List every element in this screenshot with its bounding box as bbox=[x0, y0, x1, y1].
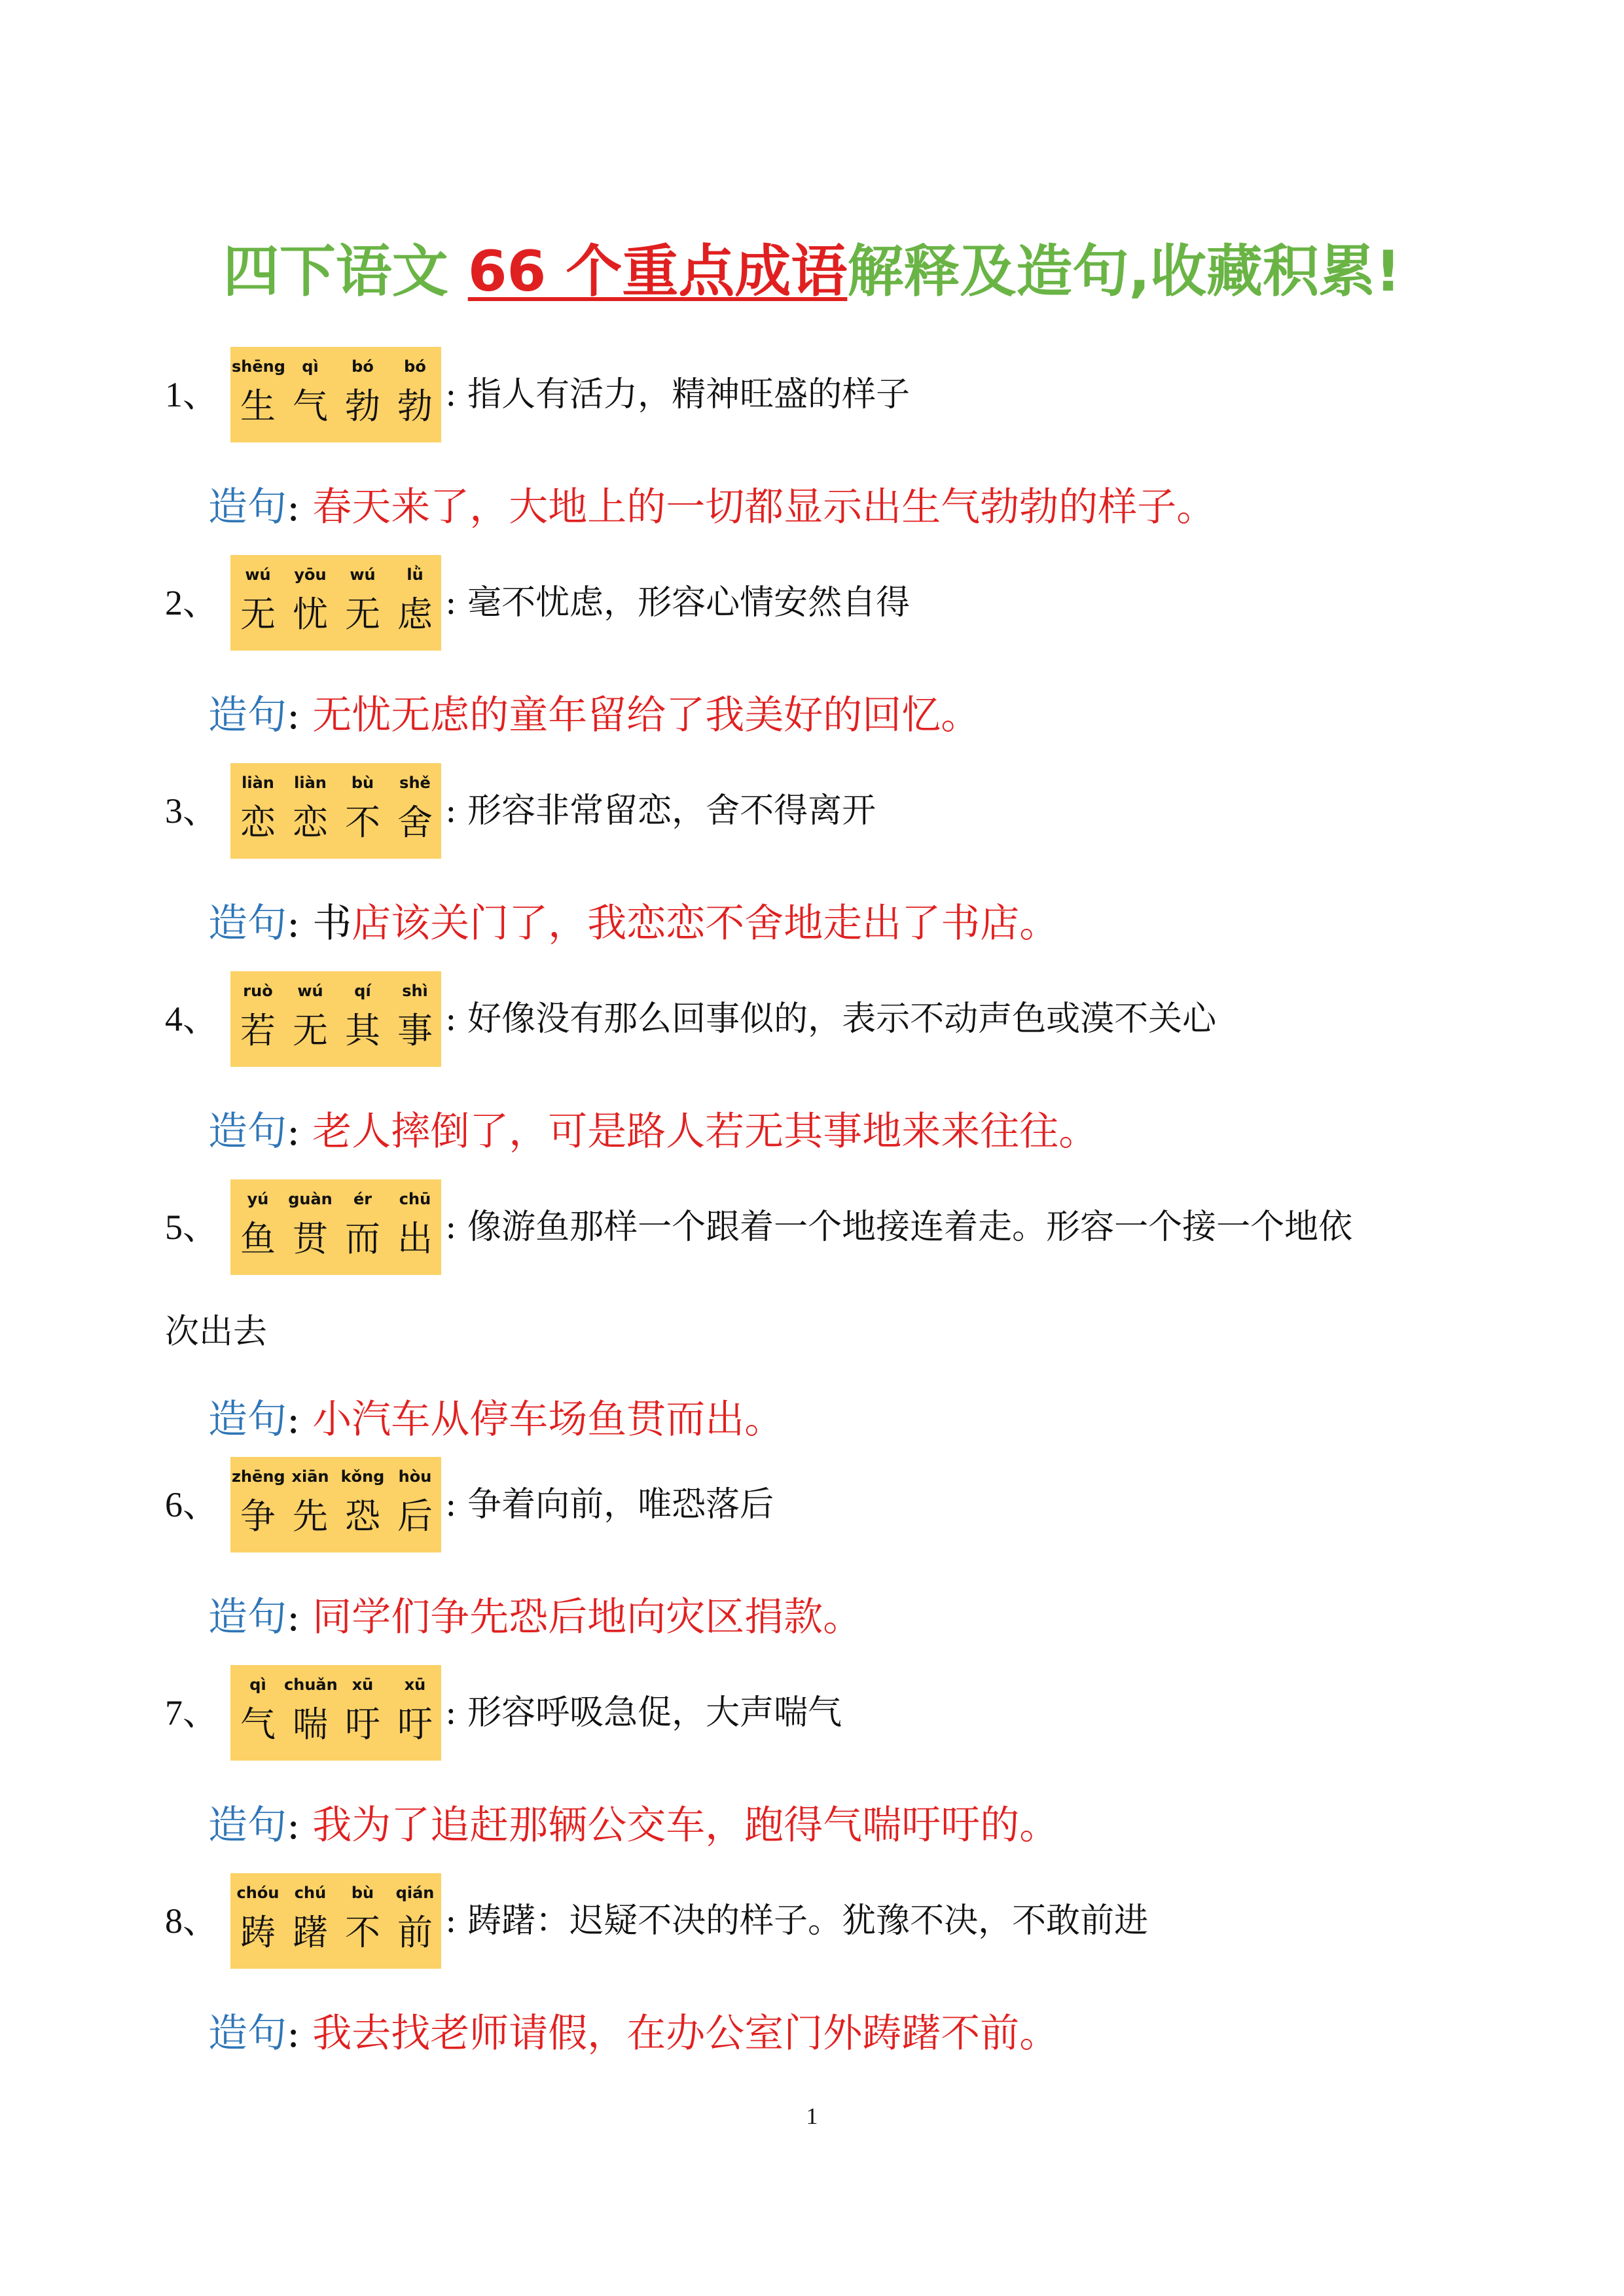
sentence-text: 我为了追赶那辆公交车，跑得气喘吁吁的。 bbox=[312, 1803, 1059, 1848]
hanzi: 无 bbox=[345, 594, 380, 635]
title-part-1: 四下语文 bbox=[223, 239, 468, 304]
pinyin: qián bbox=[395, 1884, 435, 1902]
idiom-meaning bbox=[445, 788, 876, 834]
sentence-label: 造句 bbox=[208, 1397, 287, 1443]
idiom-meaning bbox=[445, 1690, 842, 1736]
idiom-entry bbox=[165, 1179, 1474, 1275]
hanzi: 气 bbox=[293, 386, 328, 427]
pinyin: qí bbox=[354, 982, 371, 1000]
pinyin: qì bbox=[249, 1676, 266, 1694]
pinyin: guàn bbox=[288, 1190, 333, 1208]
meaning-colon: : bbox=[445, 1208, 457, 1247]
idiom-meaning bbox=[445, 996, 1216, 1042]
idiom-highlight bbox=[230, 1179, 441, 1275]
meaning-colon: : bbox=[445, 791, 457, 831]
hanzi: 恐 bbox=[345, 1496, 380, 1537]
hanzi: 勃 bbox=[397, 386, 433, 427]
hanzi: 先 bbox=[293, 1496, 328, 1537]
meaning-text: 好像没有那么回事似的，表示不动声色或漠不关心 bbox=[467, 999, 1217, 1039]
idiom-meaning bbox=[445, 580, 910, 626]
sentence-label: 造句 bbox=[208, 2011, 287, 2056]
meaning-colon: : bbox=[445, 583, 457, 622]
sentence-colon: : bbox=[287, 1594, 300, 1640]
pinyin: bó bbox=[404, 357, 426, 376]
sentence-label: 造句 bbox=[208, 1803, 287, 1848]
hanzi: 若 bbox=[240, 1010, 276, 1051]
pinyin: bù bbox=[351, 1884, 374, 1902]
pinyin: yú bbox=[247, 1190, 269, 1208]
meaning-colon: : bbox=[445, 999, 457, 1039]
meaning-text: 形容非常留恋，舍不得离开 bbox=[467, 791, 876, 831]
hanzi: 而 bbox=[345, 1218, 380, 1259]
entry-number: 2、 bbox=[165, 583, 218, 622]
pinyin: yōu bbox=[294, 565, 327, 584]
idiom-entry bbox=[165, 347, 1474, 442]
entry-number: 1、 bbox=[165, 375, 218, 414]
hanzi: 前 bbox=[397, 1912, 433, 1953]
hanzi: 躇 bbox=[293, 1912, 328, 1953]
idiom-entry bbox=[165, 1665, 1474, 1761]
pinyin: chóu bbox=[236, 1884, 280, 1902]
example-sentence bbox=[208, 689, 980, 742]
sentence-label: 造句 bbox=[208, 1109, 287, 1155]
idiom-highlight bbox=[230, 555, 441, 651]
example-sentence bbox=[208, 897, 1058, 950]
hanzi: 气 bbox=[240, 1704, 276, 1745]
example-sentence bbox=[208, 481, 1216, 533]
pinyin: liàn bbox=[242, 774, 274, 792]
example-sentence bbox=[208, 1105, 1098, 1158]
sentence-colon: : bbox=[287, 901, 300, 946]
pinyin: qì bbox=[302, 357, 319, 376]
meaning-text: 毫不忧虑，形容心情安然自得 bbox=[467, 583, 911, 622]
meaning-text: 像游鱼那样一个跟着一个地接连着走。形容一个接一个地依 bbox=[467, 1208, 1353, 1247]
pinyin: kǒng bbox=[340, 1467, 385, 1486]
pinyin: wú bbox=[297, 982, 323, 1000]
pinyin: wú bbox=[350, 565, 376, 584]
sentence-colon: : bbox=[287, 2011, 300, 2056]
pinyin: bó bbox=[352, 357, 374, 376]
hanzi: 后 bbox=[397, 1496, 433, 1537]
hanzi: 勃 bbox=[345, 386, 380, 427]
sentence-text: 店该关门了，我恋恋不舍地走出了书店。 bbox=[352, 901, 1059, 946]
idiom-meaning bbox=[445, 1898, 1148, 1944]
idiom-entry bbox=[165, 1457, 1474, 1552]
pinyin: wú bbox=[245, 565, 271, 584]
sentence-text: 小汽车从停车场鱼贯而出。 bbox=[312, 1397, 784, 1443]
hanzi: 恋 bbox=[240, 802, 276, 843]
idiom-meaning bbox=[445, 372, 910, 418]
pinyin: lǜ bbox=[406, 565, 424, 584]
pinyin: xū bbox=[352, 1676, 374, 1694]
page-number: 1 bbox=[806, 2103, 818, 2129]
hanzi: 无 bbox=[240, 594, 276, 635]
hanzi: 虑 bbox=[397, 594, 433, 635]
pinyin: xiān bbox=[291, 1467, 329, 1486]
hanzi: 事 bbox=[397, 1010, 433, 1051]
meaning-colon: : bbox=[445, 375, 457, 414]
meaning-colon: : bbox=[445, 1693, 457, 1732]
pinyin: shēng bbox=[232, 357, 285, 376]
idiom-entry bbox=[165, 1873, 1474, 1969]
sentence-text: 春天来了，大地上的一切都显示出生气勃勃的样子。 bbox=[312, 484, 1216, 530]
sentence-colon: : bbox=[287, 692, 300, 738]
sentence-colon: : bbox=[287, 1397, 300, 1443]
entry-number: 5、 bbox=[165, 1208, 218, 1247]
example-sentence bbox=[208, 1591, 862, 1643]
hanzi: 吁 bbox=[345, 1704, 380, 1745]
pinyin: zhēng bbox=[232, 1467, 285, 1486]
pinyin: bù bbox=[351, 774, 374, 792]
idiom-entry bbox=[165, 555, 1474, 651]
hanzi: 忧 bbox=[293, 594, 328, 635]
hanzi: 吁 bbox=[397, 1704, 433, 1745]
hanzi: 无 bbox=[293, 1010, 328, 1051]
meaning-text: 踌躇：迟疑不决的样子。犹豫不决，不敢前进 bbox=[467, 1901, 1149, 1941]
sentence-text: 老人摔倒了，可是路人若无其事地来来往往。 bbox=[312, 1109, 1098, 1155]
pinyin: liàn bbox=[294, 774, 327, 792]
sentence-label: 造句 bbox=[208, 484, 287, 530]
pinyin: chuǎn bbox=[284, 1676, 338, 1694]
meaning-colon: : bbox=[445, 1901, 457, 1941]
sentence-text: 我去找老师请假，在办公室门外踌躇不前。 bbox=[312, 2011, 1059, 2056]
hanzi: 鱼 bbox=[240, 1218, 276, 1259]
hanzi: 舍 bbox=[397, 802, 433, 843]
hanzi: 踌 bbox=[240, 1912, 276, 1953]
title-part-3: 解释及造句,收藏积累! bbox=[847, 239, 1401, 304]
entry-number: 8、 bbox=[165, 1901, 218, 1941]
pinyin: chú bbox=[294, 1884, 327, 1902]
idiom-highlight bbox=[230, 971, 441, 1067]
hanzi: 恋 bbox=[293, 802, 328, 843]
pinyin: shě bbox=[399, 774, 431, 792]
idiom-meaning bbox=[445, 1204, 1352, 1250]
meaning-text: 争着向前，唯恐落后 bbox=[467, 1485, 774, 1524]
meaning-text: 形容呼吸急促，大声喘气 bbox=[467, 1693, 842, 1732]
pinyin: shì bbox=[402, 982, 428, 1000]
sentence-label: 造句 bbox=[208, 1594, 287, 1640]
idiom-highlight bbox=[230, 347, 441, 442]
sentence-colon: : bbox=[287, 1109, 300, 1155]
entry-number: 6、 bbox=[165, 1485, 218, 1524]
meaning-colon: : bbox=[445, 1485, 457, 1524]
hanzi: 出 bbox=[397, 1218, 433, 1259]
pinyin: ruò bbox=[243, 982, 273, 1000]
hanzi: 喘 bbox=[293, 1704, 328, 1745]
pinyin: hòu bbox=[398, 1467, 432, 1486]
idiom-meaning bbox=[445, 1482, 774, 1528]
pinyin: chū bbox=[399, 1190, 431, 1208]
hanzi: 贯 bbox=[293, 1218, 328, 1259]
entry-number: 7、 bbox=[165, 1693, 218, 1732]
example-sentence bbox=[208, 1393, 784, 1446]
entry-number: 4、 bbox=[165, 999, 218, 1039]
idiom-entry bbox=[165, 971, 1474, 1067]
sentence-label: 造句 bbox=[208, 692, 287, 738]
idiom-meaning-continued: 次出去 bbox=[165, 1312, 268, 1352]
hanzi: 争 bbox=[240, 1496, 276, 1537]
sentence-colon: : bbox=[287, 484, 300, 530]
hanzi: 不 bbox=[345, 802, 380, 843]
idiom-highlight bbox=[230, 1873, 441, 1969]
entry-number: 3、 bbox=[165, 791, 218, 831]
hanzi: 生 bbox=[240, 386, 276, 427]
pinyin: xū bbox=[404, 1676, 426, 1694]
idiom-highlight bbox=[230, 763, 441, 859]
sentence-text: 同学们争先恐后地向灾区捐款。 bbox=[312, 1594, 863, 1640]
meaning-text: 指人有活力，精神旺盛的样子 bbox=[467, 375, 911, 414]
idiom-entry bbox=[165, 763, 1474, 859]
example-sentence bbox=[208, 2007, 1058, 2060]
sentence-colon: : bbox=[287, 1803, 300, 1848]
idiom-highlight bbox=[230, 1457, 441, 1552]
pinyin: ér bbox=[353, 1190, 372, 1208]
hanzi: 其 bbox=[345, 1010, 380, 1051]
idiom-highlight bbox=[230, 1665, 441, 1761]
hanzi: 不 bbox=[345, 1912, 380, 1953]
title-part-2: 66 个重点成语 bbox=[467, 239, 848, 304]
sentence-prefix: 书 bbox=[312, 901, 352, 946]
sentence-text: 无忧无虑的童年留给了我美好的回忆。 bbox=[312, 692, 981, 738]
sentence-label: 造句 bbox=[208, 901, 287, 946]
example-sentence bbox=[208, 1799, 1058, 1852]
